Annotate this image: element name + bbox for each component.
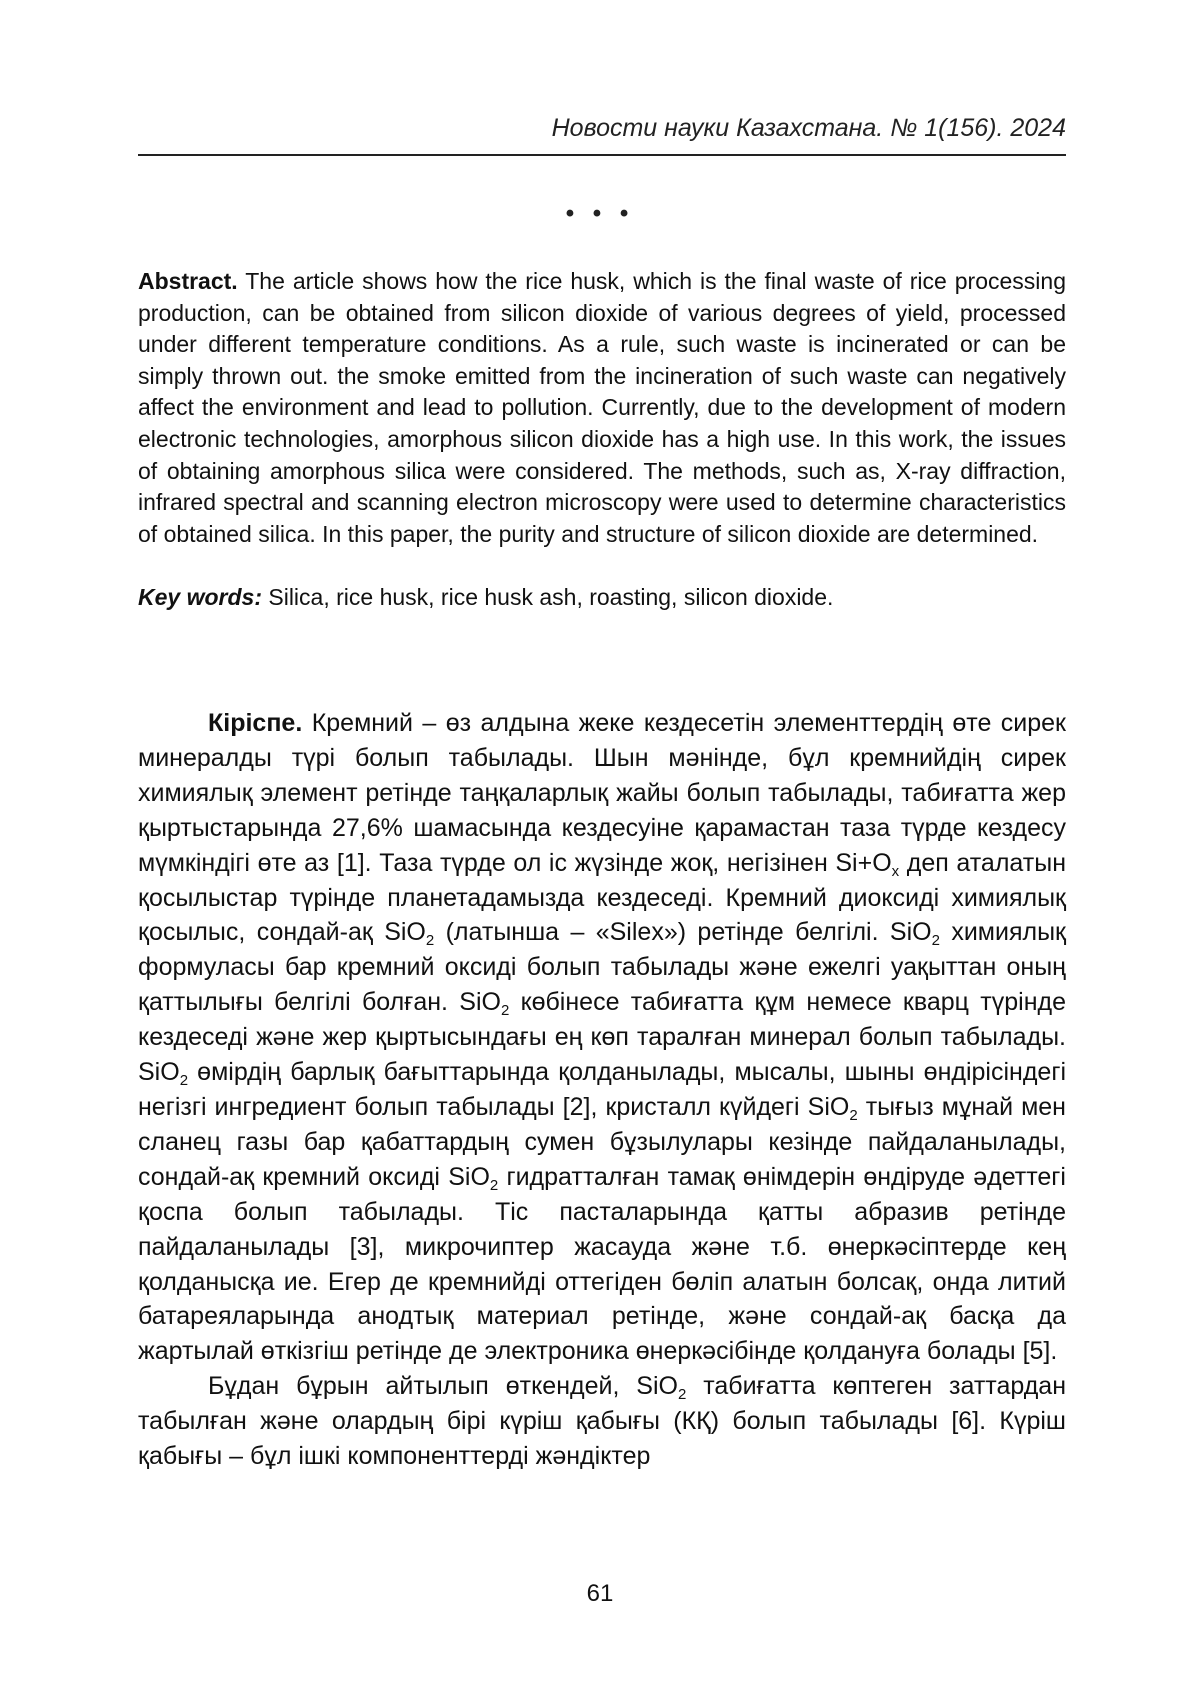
paragraph-text: табиғатта көптеген заттардан табылған және олардың бірі күріш қабығы (КҚ) болып табылады [6]. Күріш қабығы – бұл ішкі компоненттерді жәндіктер (138, 1372, 1067, 1471)
subscript-2: 2 (849, 1106, 858, 1124)
subscript-2: 2 (179, 1072, 189, 1090)
paragraph-text: химиялық формуласы бар кремний оксиді болып табылады және ежелгі уақыттан оның қаттылығы белгілі болған. SiO (138, 918, 1066, 1017)
paragraph-text: (латынша – «Silex») ретінде белгілі. SiO (434, 918, 932, 947)
paragraph-text: Бұдан бұрын айтылып өткендей, SiO (208, 1372, 678, 1401)
paragraph-text: өмірдің барлық бағыттарында қолданылады, мысалы, шыны өндірісіндегі негізгі ингредиент болып табылады [2], кристалл күйдегі SiO (138, 1058, 1066, 1121)
paragraph-introduction (138, 706, 1066, 1369)
paragraph-text: Кремний – өз алдына жеке кездесетін элементтердің өте сирек минералды түрі болып табылады. Шын мәнінде, бұл кремнийдің сирек химиялық элемент ретінде таңқаларлық жайы болып табылады, табиғатта жер қыртыстарында 27,6% шамасында кездесуіне қарамастан таза түрде кездесу мүмкіндігі өте аз [1]. Таза түрде ол іс жүзінде жоқ, негізінен Si+O (138, 709, 1066, 877)
header-rule (138, 154, 1066, 156)
subscript-2: 2 (677, 1386, 687, 1404)
section-separator: • • • (565, 200, 635, 227)
page-number: 61 (586, 1580, 614, 1607)
abstract (138, 266, 1066, 550)
paragraph-second (138, 1369, 1066, 1474)
paragraph-text: деп аталатын қосылыстар түрінде планетадамызда кездеседі. Кремний диоксиді химиялық қосылыс, сондай-ақ SiO (138, 848, 1067, 947)
abstract-label: Abstract. (138, 268, 238, 294)
abstract-text: The article shows how the rice husk, which is the final waste of rice processing production, can be obtained from silicon dioxide of various degrees of yield, processed under different temperature conditions. As a rule, such waste is incinerated or can be simply thrown out. the smoke emitted from the incineration of such waste can negatively affect the environment and lead to pollution. Currently, due to the development of modern electronic technologies, amorphous silicon dioxide has a high use. In this work, the issues of obtaining amorphous silica were considered. The methods, such as, X-ray diffraction, infrared spectral and scanning electron microscopy were used to determine characteristics of obtained silica. In this paper, the purity and structure of silicon dioxide are determined. (138, 268, 1066, 547)
introduction-label: Кіріспе. (208, 709, 303, 737)
subscript-2: 2 (500, 1002, 510, 1020)
subscript-2: 2 (425, 932, 435, 950)
subscript-2: 2 (489, 1176, 499, 1194)
paragraph-text: гидратталған тамақ өнімдерін өндіруде әдеттегі қоспа болып табылады. Тіс пасталарында қатты абразив ретінде пайдаланылады [3], микрочиптер жасауда және т.б. өнеркәсіптерде кең қолданысқа ие. Егер де кремнийді оттегіден бөліп алатын болсақ, онда литий батареяларында анодтық материал ретінде, және сондай-ақ басқа да жартылай өткізгіш ретінде де электроника өнеркәсібінде қолдануға болады [5]. (138, 1162, 1066, 1366)
paragraph-text: тығыз мұнай мен сланец газы бар қабаттардың сумен бұзылулары кезінде пайдаланылады, сондай-ақ кремний оксиді SiO (138, 1092, 1066, 1191)
subscript-2: 2 (931, 932, 940, 950)
running-header: Новости науки Казахстана. № 1(156). 2024 (551, 114, 1066, 142)
body-text (138, 706, 1066, 1474)
keywords-text: Silica, rice husk, rice husk ash, roasting, silicon dioxide. (261, 584, 834, 610)
subscript-x: x (891, 862, 900, 880)
paragraph-text: көбінесе табиғатта құм немесе кварц түрінде кездеседі және жер қыртысындағы ең көп таралған минерал болып табылады. SiO (138, 988, 1066, 1087)
keywords-label: Key words: (138, 584, 262, 610)
keywords (138, 582, 1066, 614)
